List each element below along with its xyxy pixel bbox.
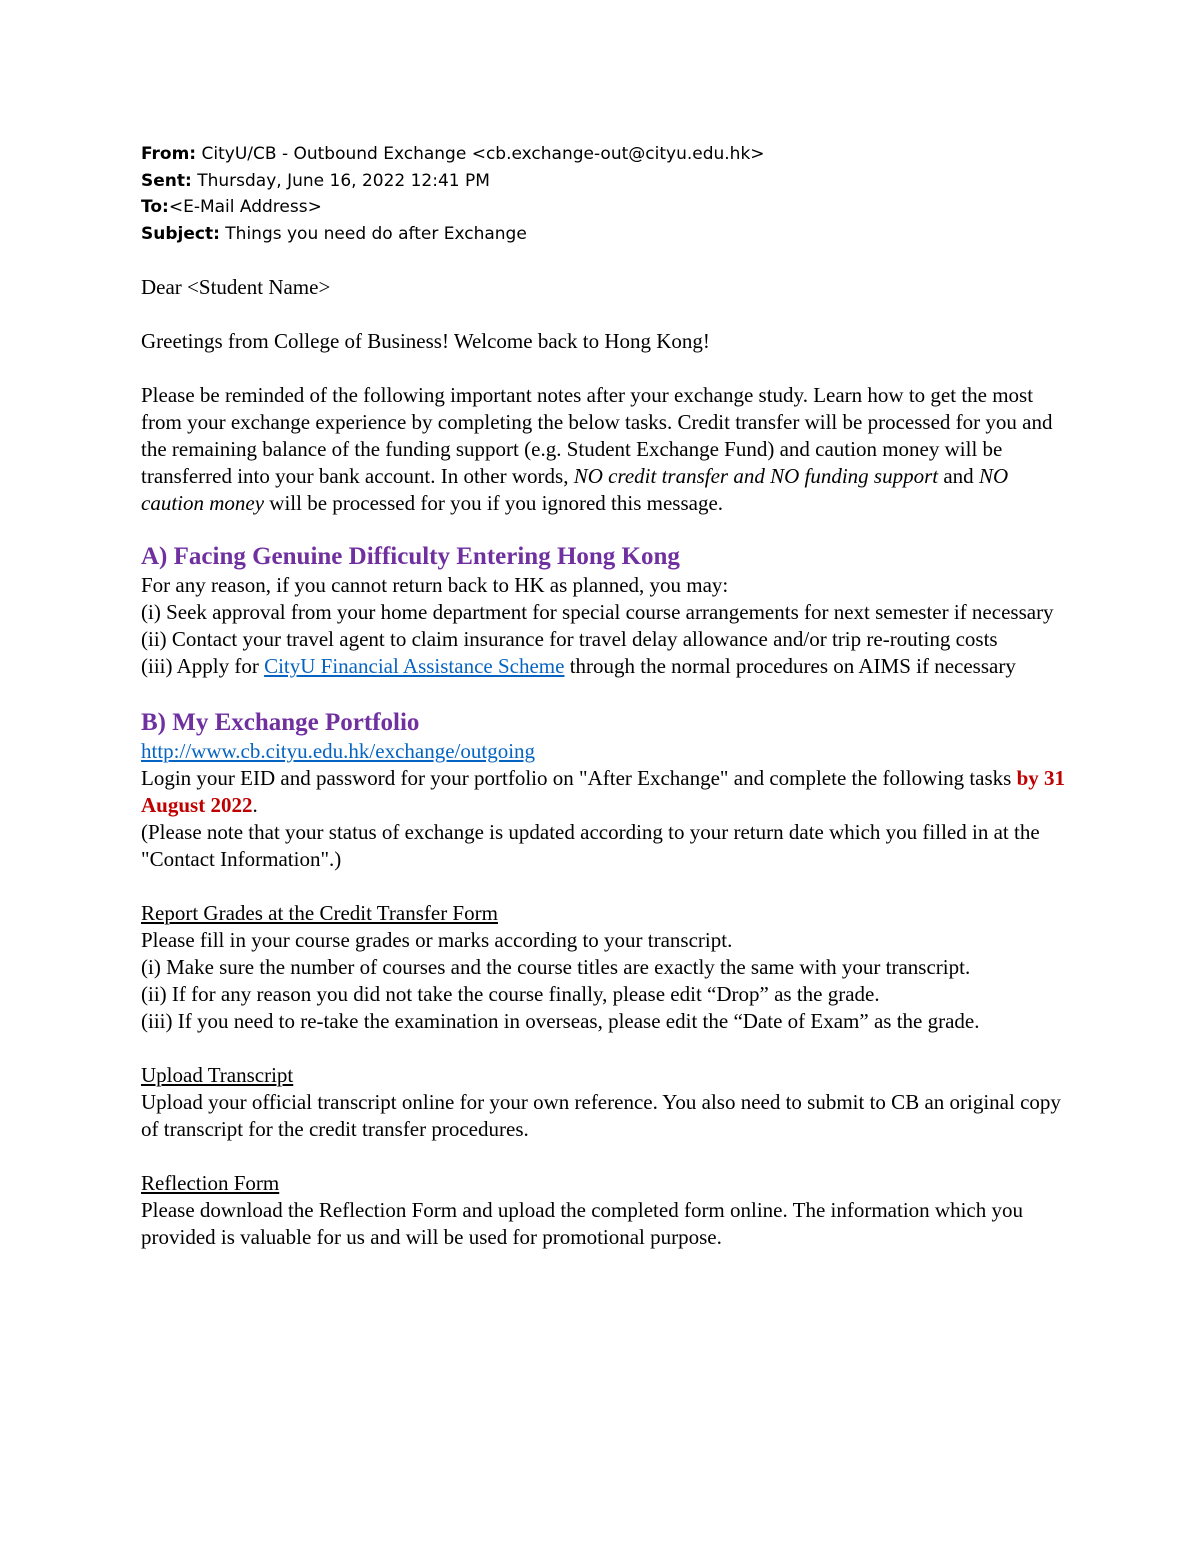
intro-and: and [938, 464, 979, 488]
transcript-heading: Upload Transcript [141, 1063, 294, 1087]
deadline-text: by 31 August 2022 [141, 766, 1066, 817]
to-label: To: [141, 197, 169, 217]
to-value: <E-Mail Address> [168, 197, 322, 217]
intro-text-1: Please be reminded of the following important notes after your exchange study. Learn how to get the most from your exchange experience by completing the below tasks. Credit transfer will be processed for you and the remaining balance of the funding support (e.g. Student Exchange Fund) and caution money will be transferred into your bank account. In other words, [141, 383, 1053, 488]
to-line [141, 194, 1066, 221]
section-a-item-3 [141, 653, 1066, 680]
subject-value: Things you need do after Exchange [225, 223, 527, 244]
financial-assistance-link[interactable]: CityU Financial Assistance Scheme [264, 654, 565, 678]
login-text: Login your EID and password for your portfolio on "After Exchange" and complete the following tasks [141, 766, 1017, 790]
email-header [141, 141, 1066, 247]
status-note: (Please note that your status of exchange is updated according to your return date which you filled in at the "Contact Information".) [141, 820, 1040, 871]
sent-line [141, 168, 1066, 195]
email-document [141, 141, 1066, 1251]
section-b-title: B) My Exchange Portfolio [141, 709, 420, 736]
portfolio-url-link[interactable]: http://www.cb.cityu.edu.hk/exchange/outgoing [141, 739, 536, 763]
intro-paragraph [141, 382, 1066, 517]
section-a-item-3-prefix: (iii) Apply for [141, 654, 265, 678]
from-value: CityU/CB - Outbound Exchange <cb.exchange-out@cityu.edu.hk> [201, 144, 765, 164]
reflection-heading: Reflection Form [141, 1171, 280, 1195]
reflection-text: Please download the Reflection Form and upload the completed form online. The information which you provided is valuable for us and will be used for promotional purpose. [141, 1198, 1023, 1249]
sent-label: Sent: [141, 170, 192, 191]
transcript-text: Upload your official transcript online for your own reference. You also need to submit to CB an original copy of transcript for the credit transfer procedures. [141, 1090, 1061, 1141]
transcript-block [141, 1062, 1066, 1143]
intro-italic-2: NO caution money [141, 464, 1009, 515]
intro-italic-1: NO credit transfer and NO funding support [573, 464, 939, 488]
portfolio-url-line [141, 738, 1066, 765]
intro-text-2: will be processed for you if you ignored this message. [264, 491, 724, 515]
sent-value: Thursday, June 16, 2022 12:41 PM [197, 170, 490, 191]
section-a-lead: For any reason, if you cannot return back to HK as planned, you may: [141, 573, 729, 597]
grades-item-2: (ii) If for any reason you did not take the course finally, please edit “Drop” as the grade. [141, 982, 880, 1006]
section-a-item-3-suffix: through the normal procedures on AIMS if necessary [564, 654, 1016, 678]
grades-lead: Please fill in your course grades or marks according to your transcript. [141, 928, 733, 952]
section-a-item-1: (i) Seek approval from your home department for special course arrangements for next semester if necessary [141, 600, 1054, 624]
subject-label: Subject: [141, 223, 220, 244]
grades-item-3: (iii) If you need to re-take the examination in overseas, please edit the “Date of Exam” as the grade. [141, 1009, 980, 1033]
grades-item-1: (i) Make sure the number of courses and the course titles are exactly the same with your transcript. [141, 955, 971, 979]
from-label: From: [141, 144, 197, 164]
salutation: Dear <Student Name> [141, 275, 331, 299]
grades-heading: Report Grades at the Credit Transfer Form [141, 901, 498, 925]
reflection-block [141, 1170, 1066, 1251]
greeting: Greetings from College of Business! Welcome back to Hong Kong! [141, 329, 710, 353]
grades-block [141, 900, 1066, 1035]
section-a-title: A) Facing Genuine Difficulty Entering Hong Kong [141, 543, 680, 570]
portfolio-login-text [141, 765, 1066, 819]
section-a-item-2: (ii) Contact your travel agent to claim insurance for travel delay allowance and/or trip re-routing costs [141, 627, 998, 651]
subject-line [141, 221, 1066, 248]
login-end: . [252, 793, 258, 817]
from-line [141, 141, 1066, 168]
